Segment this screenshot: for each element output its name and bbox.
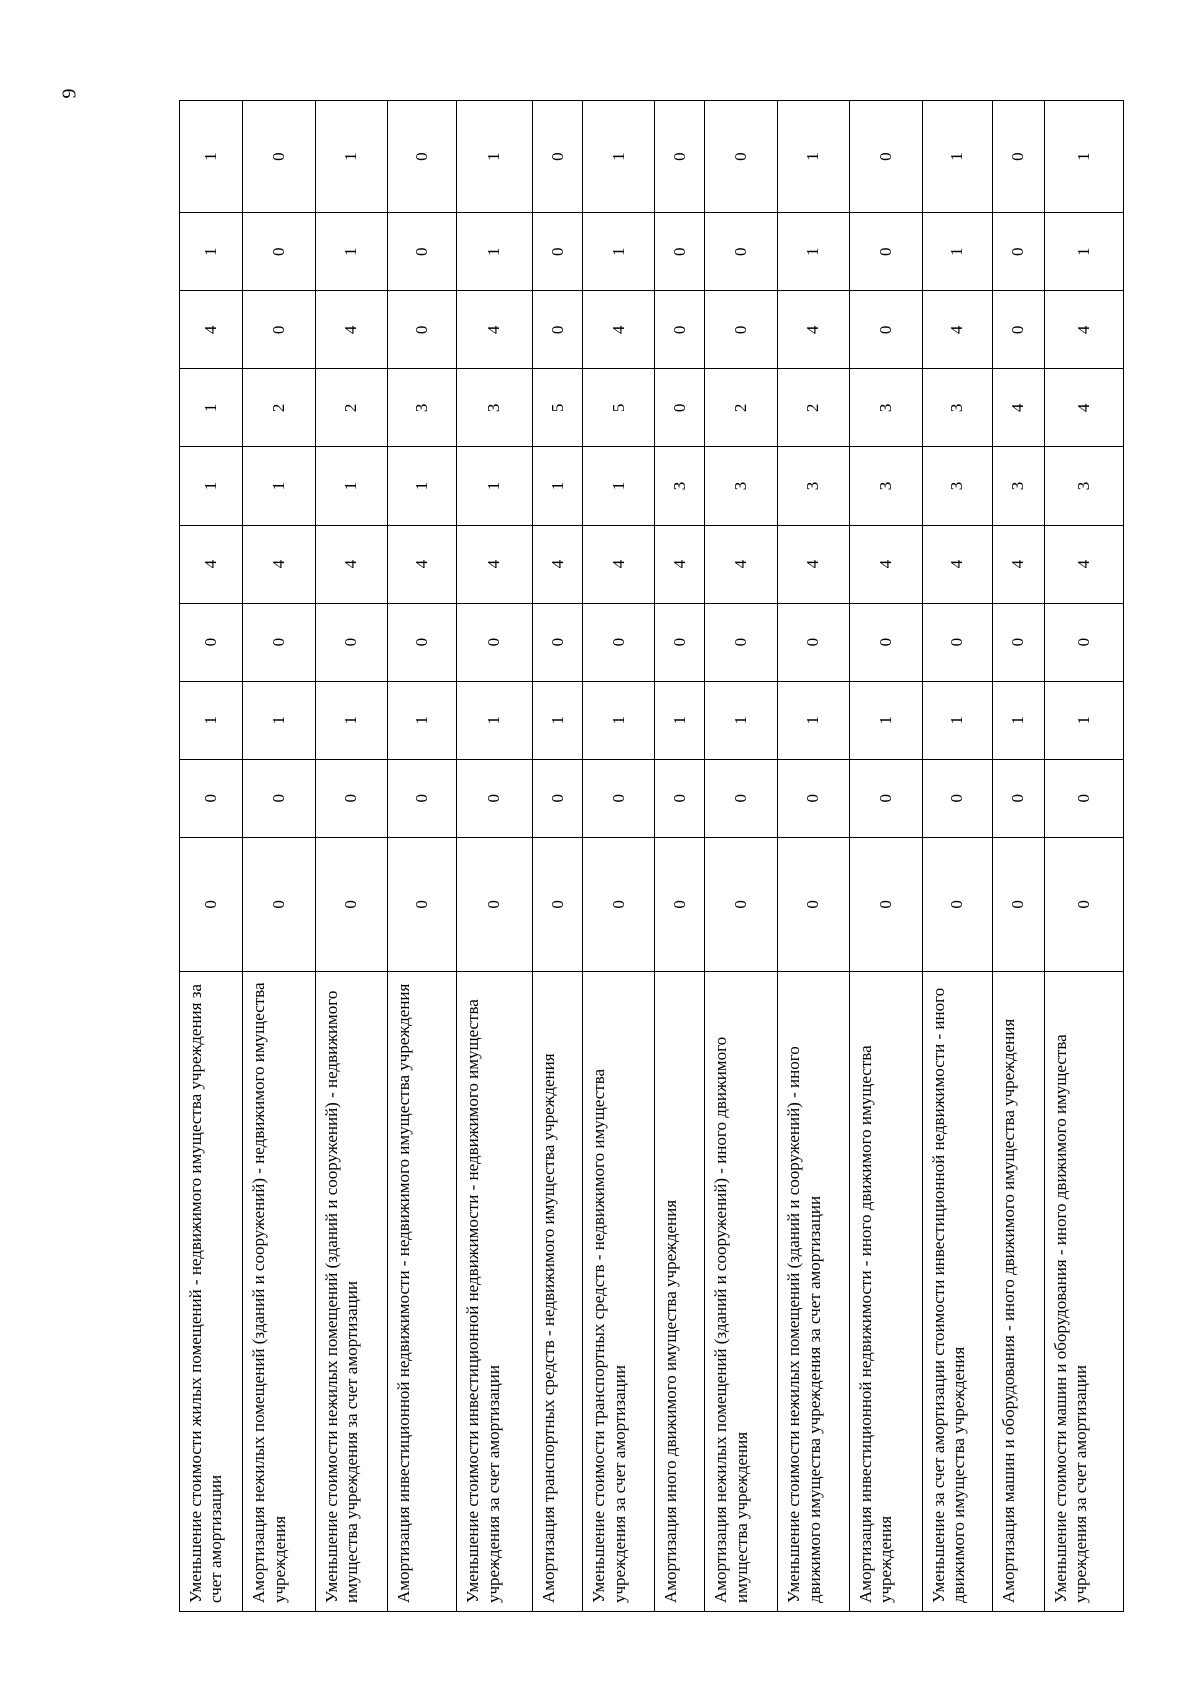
code-digit-cell: 4	[922, 525, 993, 603]
code-digit-cell: 1	[922, 101, 993, 213]
page-number: 9	[58, 88, 81, 99]
code-digit-cell: 1	[243, 447, 316, 525]
code-digit-cell: 4	[583, 525, 655, 603]
code-digit-cell: 0	[849, 291, 922, 369]
code-digit-cell: 1	[583, 101, 655, 213]
code-digit-cell: 0	[705, 603, 778, 681]
code-digit-cell: 0	[315, 759, 387, 837]
code-digit-cell: 4	[705, 525, 778, 603]
code-digit-cell: 2	[705, 369, 778, 447]
code-digit-cell: 4	[655, 525, 705, 603]
account-description: Уменьшение стоимости нежилых помещений (зданий и сооружений) - иного движимого имущества учреждения за счет амортизации	[778, 971, 850, 1611]
code-digit-cell: 3	[457, 369, 533, 447]
code-digit-cell: 4	[387, 525, 457, 603]
code-digit-cell: 0	[583, 837, 655, 971]
code-digit-cell: 0	[849, 101, 922, 213]
code-digit-cell: 0	[533, 603, 583, 681]
code-digit-cell: 4	[457, 525, 533, 603]
code-digit-cell: 0	[457, 603, 533, 681]
code-digit-cell: 0	[1044, 603, 1123, 681]
code-digit-cell: 1	[1044, 101, 1123, 213]
code-digit-cell: 1	[922, 681, 993, 759]
table-row	[315, 101, 387, 1612]
code-digit-cell: 0	[705, 759, 778, 837]
code-digit-cell: 3	[387, 369, 457, 447]
code-digit-cell: 1	[315, 681, 387, 759]
code-digit-cell: 2	[315, 369, 387, 447]
table-row	[1044, 101, 1123, 1612]
code-digit-cell: 1	[180, 369, 243, 447]
code-digit-cell: 0	[778, 759, 850, 837]
account-description: Уменьшение стоимости жилых помещений - недвижимого имущества учреждения за счет амортизации	[180, 971, 243, 1611]
code-digit-cell: 0	[655, 369, 705, 447]
code-digit-cell: 1	[387, 681, 457, 759]
code-digit-cell: 0	[533, 213, 583, 291]
code-digit-cell: 0	[922, 759, 993, 837]
code-digit-cell: 2	[243, 369, 316, 447]
code-digit-cell: 0	[849, 213, 922, 291]
account-description: Уменьшение за счет амортизации стоимости инвестиционной недвижимости - иного движимого имущества учреждения	[922, 971, 993, 1611]
code-digit-cell: 0	[705, 213, 778, 291]
code-digit-cell: 1	[457, 101, 533, 213]
table-row	[993, 101, 1044, 1612]
code-digit-cell: 4	[315, 291, 387, 369]
code-digit-cell: 3	[922, 447, 993, 525]
table-row	[457, 101, 533, 1612]
code-digit-cell: 0	[1044, 759, 1123, 837]
code-digit-cell: 4	[243, 525, 316, 603]
code-digit-cell: 0	[655, 291, 705, 369]
code-digit-cell: 4	[180, 525, 243, 603]
account-description: Амортизация инвестиционной недвижимости - недвижимого имущества учреждения	[387, 971, 457, 1611]
code-digit-cell: 3	[655, 447, 705, 525]
code-digit-cell: 0	[315, 603, 387, 681]
code-digit-cell: 3	[1044, 447, 1123, 525]
code-digit-cell: 1	[387, 447, 457, 525]
account-description: Амортизация нежилых помещений (зданий и сооружений) - недвижимого имущества учреждения	[243, 971, 316, 1611]
table-body	[180, 101, 1124, 1612]
code-digit-cell: 4	[849, 525, 922, 603]
code-digit-cell: 0	[387, 759, 457, 837]
code-digit-cell: 4	[1044, 291, 1123, 369]
account-description: Уменьшение стоимости нежилых помещений (зданий и сооружений) - недвижимого имущества учреждения за счет амортизации	[315, 971, 387, 1611]
code-digit-cell: 0	[849, 837, 922, 971]
code-digit-cell: 3	[993, 447, 1044, 525]
code-digit-cell: 1	[849, 681, 922, 759]
code-digit-cell: 4	[457, 291, 533, 369]
code-digit-cell: 0	[243, 603, 316, 681]
table-row	[533, 101, 583, 1612]
code-digit-cell: 5	[533, 369, 583, 447]
code-digit-cell: 3	[849, 447, 922, 525]
code-digit-cell: 4	[533, 525, 583, 603]
code-digit-cell: 1	[583, 447, 655, 525]
code-digit-cell: 0	[1044, 837, 1123, 971]
code-digit-cell: 1	[315, 213, 387, 291]
code-digit-cell: 0	[180, 837, 243, 971]
code-digit-cell: 0	[655, 759, 705, 837]
code-digit-cell: 1	[1044, 681, 1123, 759]
code-digit-cell: 1	[705, 681, 778, 759]
table-row	[583, 101, 655, 1612]
code-digit-cell: 0	[849, 759, 922, 837]
code-digit-cell: 1	[180, 213, 243, 291]
code-digit-cell: 0	[922, 603, 993, 681]
code-digit-cell: 0	[180, 759, 243, 837]
table-row	[655, 101, 705, 1612]
code-digit-cell: 1	[922, 213, 993, 291]
code-digit-cell: 0	[993, 603, 1044, 681]
code-digit-cell: 1	[180, 681, 243, 759]
code-digit-cell: 4	[180, 291, 243, 369]
table-row	[243, 101, 316, 1612]
account-description: Амортизация транспортных средств - недвижимого имущества учреждения	[533, 971, 583, 1611]
code-digit-cell: 1	[583, 681, 655, 759]
code-digit-cell: 0	[583, 759, 655, 837]
code-digit-cell: 0	[655, 101, 705, 213]
code-digit-cell: 0	[583, 603, 655, 681]
code-digit-cell: 4	[993, 369, 1044, 447]
account-description: Амортизация нежилых помещений (зданий и сооружений) - иного движимого имущества учреждения	[705, 971, 778, 1611]
code-digit-cell: 0	[655, 837, 705, 971]
code-digit-cell: 1	[1044, 213, 1123, 291]
code-digit-cell: 0	[993, 291, 1044, 369]
code-digit-cell: 0	[993, 101, 1044, 213]
account-description: Амортизация иного движимого имущества учреждения	[655, 971, 705, 1611]
code-digit-cell: 1	[180, 101, 243, 213]
accounts-table-container	[179, 100, 1124, 1612]
code-digit-cell: 2	[778, 369, 850, 447]
table-row	[849, 101, 922, 1612]
accounts-table	[179, 100, 1124, 1612]
code-digit-cell: 0	[533, 837, 583, 971]
code-digit-cell: 1	[457, 681, 533, 759]
code-digit-cell: 0	[993, 837, 1044, 971]
code-digit-cell: 1	[457, 213, 533, 291]
account-description: Уменьшение стоимости транспортных средств - недвижимого имущества учреждения за счет амортизации	[583, 971, 655, 1611]
code-digit-cell: 4	[1044, 525, 1123, 603]
code-digit-cell: 0	[315, 837, 387, 971]
code-digit-cell: 0	[705, 291, 778, 369]
code-digit-cell: 5	[583, 369, 655, 447]
account-description: Уменьшение стоимости машин и оборудования - иного движимого имущества учреждения за счет амортизации	[1044, 971, 1123, 1611]
code-digit-cell: 0	[180, 603, 243, 681]
code-digit-cell: 0	[533, 759, 583, 837]
code-digit-cell: 0	[849, 603, 922, 681]
code-digit-cell: 0	[533, 291, 583, 369]
table-row	[387, 101, 457, 1612]
code-digit-cell: 0	[387, 837, 457, 971]
table-row	[922, 101, 993, 1612]
code-digit-cell: 0	[387, 101, 457, 213]
code-digit-cell: 3	[705, 447, 778, 525]
code-digit-cell: 0	[922, 837, 993, 971]
code-digit-cell: 4	[993, 525, 1044, 603]
code-digit-cell: 1	[315, 101, 387, 213]
code-digit-cell: 0	[387, 603, 457, 681]
account-description: Амортизация машин и оборудования - иного движимого имущества учреждения	[993, 971, 1044, 1611]
code-digit-cell: 3	[922, 369, 993, 447]
code-digit-cell: 4	[583, 291, 655, 369]
code-digit-cell: 4	[778, 291, 850, 369]
table-row	[778, 101, 850, 1612]
code-digit-cell: 3	[778, 447, 850, 525]
code-digit-cell: 0	[993, 213, 1044, 291]
account-description: Уменьшение стоимости инвестиционной недвижимости - недвижимого имущества учреждения за счет амортизации	[457, 971, 533, 1611]
code-digit-cell: 0	[778, 837, 850, 971]
code-digit-cell: 4	[315, 525, 387, 603]
code-digit-cell: 1	[778, 101, 850, 213]
code-digit-cell: 0	[705, 101, 778, 213]
code-digit-cell: 1	[533, 447, 583, 525]
code-digit-cell: 0	[655, 603, 705, 681]
code-digit-cell: 1	[315, 447, 387, 525]
code-digit-cell: 0	[243, 759, 316, 837]
code-digit-cell: 4	[922, 291, 993, 369]
code-digit-cell: 4	[778, 525, 850, 603]
code-digit-cell: 0	[243, 213, 316, 291]
code-digit-cell: 0	[705, 837, 778, 971]
table-row	[705, 101, 778, 1612]
code-digit-cell: 1	[655, 681, 705, 759]
code-digit-cell: 0	[993, 759, 1044, 837]
code-digit-cell: 0	[243, 291, 316, 369]
code-digit-cell: 0	[387, 213, 457, 291]
code-digit-cell: 1	[993, 681, 1044, 759]
code-digit-cell: 1	[243, 681, 316, 759]
code-digit-cell: 1	[180, 447, 243, 525]
code-digit-cell: 0	[243, 101, 316, 213]
code-digit-cell: 0	[387, 291, 457, 369]
code-digit-cell: 0	[655, 213, 705, 291]
code-digit-cell: 0	[457, 837, 533, 971]
code-digit-cell: 1	[778, 681, 850, 759]
code-digit-cell: 4	[1044, 369, 1123, 447]
code-digit-cell: 0	[533, 101, 583, 213]
code-digit-cell: 0	[778, 603, 850, 681]
account-description: Амортизация инвестиционной недвижимости - иного движимого имущества учреждения	[849, 971, 922, 1611]
table-row	[180, 101, 243, 1612]
code-digit-cell: 1	[778, 213, 850, 291]
code-digit-cell: 3	[849, 369, 922, 447]
code-digit-cell: 1	[457, 447, 533, 525]
code-digit-cell: 1	[533, 681, 583, 759]
code-digit-cell: 1	[583, 213, 655, 291]
code-digit-cell: 0	[243, 837, 316, 971]
code-digit-cell: 0	[457, 759, 533, 837]
